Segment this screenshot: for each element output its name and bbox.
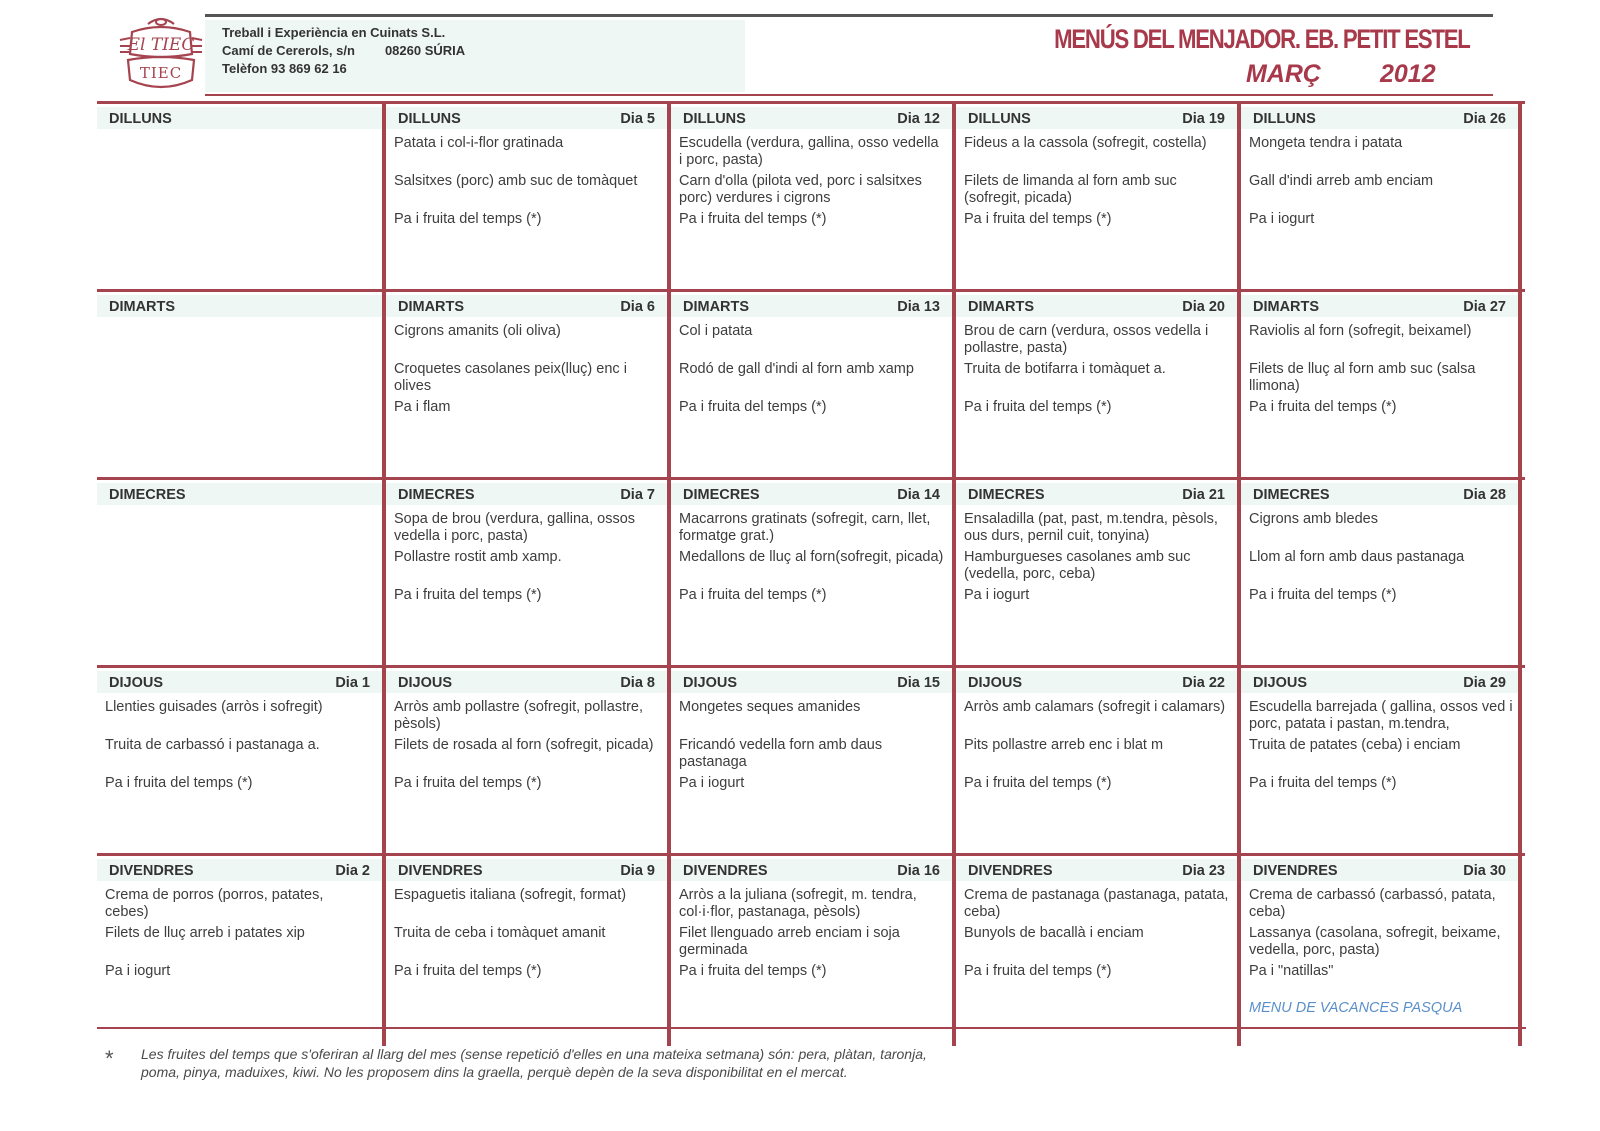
- dessert: Pa i iogurt: [105, 963, 171, 979]
- cell-header: [671, 671, 952, 693]
- dessert: Pa i fruita del temps (*): [1249, 775, 1397, 791]
- cell-header: [956, 671, 1237, 693]
- cell-header: [97, 483, 382, 505]
- week-row-divendres: [97, 853, 1525, 1046]
- dessert: Pa i fruita del temps (*): [1249, 587, 1397, 603]
- first-course: Cigrons amanits (oli oliva): [394, 323, 561, 339]
- first-course: Mongetes seques amanides: [679, 699, 861, 715]
- weekday: DIMECRES: [683, 487, 760, 503]
- cell-header: [671, 107, 952, 129]
- date: Dia 15: [897, 675, 940, 691]
- week-row-dijous: [97, 665, 1525, 853]
- company-phone: Telèfon 93 869 62 16: [222, 61, 347, 76]
- second-course: Truita de patates (ceba) i enciam: [1249, 737, 1461, 753]
- cell-header: [956, 107, 1237, 129]
- date: Dia 22: [1182, 675, 1225, 691]
- dessert: Pa i fruita del temps (*): [679, 399, 827, 415]
- date: Dia 20: [1182, 299, 1225, 315]
- year-label: 2012: [1380, 60, 1436, 88]
- weekday: DIMECRES: [109, 487, 186, 503]
- cell-header: [1241, 295, 1518, 317]
- holiday-menu-note: MENU DE VACANCES PASQUA: [1249, 1000, 1463, 1016]
- dessert: Pa i iogurt: [679, 775, 745, 791]
- weekday: DIJOUS: [1253, 675, 1307, 691]
- dessert: Pa i fruita del temps (*): [394, 587, 542, 603]
- grid-bottom-rule: [97, 1027, 1526, 1029]
- dessert: Pa i fruita del temps (*): [394, 963, 542, 979]
- menu-cell: [952, 480, 1237, 665]
- week-row-dilluns: [97, 101, 1525, 289]
- cell-header: [671, 483, 952, 505]
- date: Dia 27: [1463, 299, 1506, 315]
- menu-cell: [1237, 480, 1522, 665]
- first-course: Arròs amb calamars (sofregit i calamars): [964, 699, 1226, 715]
- menu-cell: [97, 292, 382, 477]
- first-course: Mongeta tendra i patata: [1249, 135, 1403, 151]
- dessert: Pa i "natillas": [1249, 963, 1334, 979]
- menu-cell: [1237, 104, 1522, 289]
- first-course: Crema de pastanaga (pastanaga, patata, ceba): [964, 887, 1229, 920]
- dessert: Pa i fruita del temps (*): [679, 587, 827, 603]
- menu-cell: [667, 292, 952, 477]
- footnote-marker: *: [105, 1046, 114, 1071]
- page-title: MENÚS DEL MENJADOR. EB. PETIT ESTEL: [1054, 24, 1470, 54]
- second-course: Gall d'indi arreb amb enciam: [1249, 173, 1434, 189]
- cell-header: [386, 295, 667, 317]
- menu-cell: [382, 104, 667, 289]
- dessert: Pa i fruita del temps (*): [1249, 399, 1397, 415]
- first-course: Patata i col-i-flor gratinada: [394, 135, 564, 151]
- second-course: Filets de lluç arreb i patates xip: [105, 925, 305, 941]
- first-course: Arròs amb pollastre (sofregit, pollastre, pèsols): [394, 699, 644, 732]
- first-course: Espaguetis italiana (sofregit, format): [394, 887, 627, 903]
- menu-grid: [97, 101, 1525, 1046]
- weekday: DILLUNS: [398, 111, 461, 127]
- header-bottom-rule: [205, 94, 1493, 96]
- weekday: DILLUNS: [968, 111, 1031, 127]
- date: Dia 19: [1182, 111, 1225, 127]
- week-row-dimecres: [97, 477, 1525, 665]
- first-course: Escudella (verdura, gallina, osso vedella i porc, pasta): [679, 135, 939, 168]
- menu-cell: [952, 292, 1237, 477]
- company-name: Treball i Experiència en Cuinats S.L.: [222, 25, 446, 40]
- company-address-line: [205, 42, 745, 60]
- menu-cell: [382, 292, 667, 477]
- second-course: Truita de botifarra i tomàquet a.: [964, 361, 1166, 377]
- menu-cell: [667, 668, 952, 853]
- menu-cell: [1237, 668, 1522, 853]
- menu-cell: [382, 856, 667, 1046]
- cell-header: [1241, 483, 1518, 505]
- header-top-rule: [205, 14, 1493, 17]
- cell-header: [671, 859, 952, 881]
- second-course: Rodó de gall d'indi al forn amb xamp: [679, 361, 914, 377]
- menu-cell: [97, 480, 382, 665]
- company-address: Camí de Cererols, s/n: [222, 43, 355, 58]
- dessert: Pa i fruita del temps (*): [679, 963, 827, 979]
- cell-header: [386, 671, 667, 693]
- cell-header: [386, 859, 667, 881]
- second-course: Lassanya (casolana, sofregit, beixame, vedella, porc, pasta): [1249, 925, 1501, 958]
- dessert: Pa i iogurt: [1249, 211, 1315, 227]
- dessert: Pa i fruita del temps (*): [105, 775, 253, 791]
- dessert: Pa i fruita del temps (*): [964, 211, 1112, 227]
- menu-cell: [1237, 292, 1522, 477]
- dessert: Pa i fruita del temps (*): [964, 775, 1112, 791]
- weekday: DIVENDRES: [1253, 863, 1338, 879]
- menu-cell: [952, 104, 1237, 289]
- weekday: DIMARTS: [1253, 299, 1320, 315]
- first-course: Escudella barrejada ( gallina, ossos ved i porc, patata i pastan, m.tendra,: [1249, 699, 1513, 732]
- second-course: Filets de rosada al forn (sofregit, picada): [394, 737, 654, 753]
- weekday: DIMARTS: [109, 299, 176, 315]
- second-course: Pollastre rostit amb xamp.: [394, 549, 562, 565]
- first-course: Crema de porros (porros, patates, cebes): [105, 887, 324, 920]
- weekday: DIMARTS: [968, 299, 1035, 315]
- weekday: DIJOUS: [683, 675, 737, 691]
- first-course: Col i patata: [679, 323, 753, 339]
- weekday: DIJOUS: [109, 675, 163, 691]
- date: Dia 21: [1182, 487, 1225, 503]
- cell-header: [97, 671, 382, 693]
- date: Dia 13: [897, 299, 940, 315]
- menu-cell: [97, 104, 382, 289]
- cell-header: [97, 295, 382, 317]
- menu-cell: [667, 104, 952, 289]
- dessert: Pa i fruita del temps (*): [394, 775, 542, 791]
- second-course: Salsitxes (porc) amb suc de tomàquet: [394, 173, 638, 189]
- date: Dia 9: [620, 863, 655, 879]
- weekday: DIJOUS: [398, 675, 452, 691]
- date: Dia 12: [897, 111, 940, 127]
- second-course: Bunyols de bacallà i enciam: [964, 925, 1144, 941]
- second-course: Truita de ceba i tomàquet amanit: [394, 925, 606, 941]
- second-course: Filets de lluç al forn amb suc (salsa llimona): [1249, 361, 1476, 394]
- cell-header: [956, 295, 1237, 317]
- dessert: Pa i fruita del temps (*): [964, 963, 1112, 979]
- weekday: DILLUNS: [1253, 111, 1316, 127]
- date: Dia 6: [620, 299, 655, 315]
- second-course: Fricandó vedella forn amb daus pastanaga: [679, 737, 883, 770]
- weekday: DIMARTS: [398, 299, 465, 315]
- second-course: Llom al forn amb daus pastanaga: [1249, 549, 1465, 565]
- dessert: Pa i fruita del temps (*): [964, 399, 1112, 415]
- dessert: Pa i fruita del temps (*): [679, 211, 827, 227]
- second-course: Filet llenguado arreb enciam i soja germinada: [679, 925, 900, 958]
- first-course: Crema de carbassó (carbassó, patata, ceba): [1249, 887, 1496, 920]
- first-course: Brou de carn (verdura, ossos vedella i pollastre, pasta): [964, 323, 1209, 356]
- dessert: Pa i fruita del temps (*): [394, 211, 542, 227]
- dessert: Pa i flam: [394, 399, 451, 415]
- date: Dia 5: [620, 111, 655, 127]
- date: Dia 26: [1463, 111, 1506, 127]
- date: Dia 14: [897, 487, 940, 503]
- first-course: Cigrons amb bledes: [1249, 511, 1378, 527]
- cell-header: [1241, 671, 1518, 693]
- menu-cell: [667, 480, 952, 665]
- cell-header: [386, 483, 667, 505]
- date: Dia 1: [335, 675, 370, 691]
- cell-header: [97, 859, 382, 881]
- second-course: Filets de limanda al forn amb suc (sofregit, picada): [964, 173, 1177, 206]
- second-course: Truita de carbassó i pastanaga a.: [105, 737, 320, 753]
- cell-header: [97, 107, 382, 129]
- menu-cell: [952, 856, 1237, 1046]
- cell-header: [1241, 107, 1518, 129]
- company-info: [205, 20, 745, 92]
- second-course: Pits pollastre arreb enc i blat m: [964, 737, 1164, 753]
- weekday: DIVENDRES: [109, 863, 194, 879]
- weekday: DIVENDRES: [968, 863, 1053, 879]
- second-course: Medallons de lluç al forn(sofregit, picada): [679, 549, 944, 565]
- first-course: Sopa de brou (verdura, gallina, ossos vedella i porc, pasta): [394, 511, 636, 544]
- weekday: DIVENDRES: [683, 863, 768, 879]
- cell-header: [671, 295, 952, 317]
- menu-cell: [382, 668, 667, 853]
- date: Dia 30: [1463, 863, 1506, 879]
- weekday: DIJOUS: [968, 675, 1022, 691]
- second-course: Carn d'olla (pilota ved, porc i salsitxes porc) verdures i cigrons: [679, 173, 922, 206]
- date: Dia 28: [1463, 487, 1506, 503]
- dessert: Pa i iogurt: [964, 587, 1030, 603]
- svg-text:TIEC: TIEC: [139, 64, 183, 82]
- first-course: Macarrons gratinats (sofregit, carn, llet, formatge grat.): [679, 511, 931, 544]
- date: Dia 16: [897, 863, 940, 879]
- company-postcode-city: 08260 SÚRIA: [384, 43, 466, 58]
- menu-cell: [667, 856, 952, 1046]
- month-label: MARÇ: [1246, 60, 1321, 88]
- first-course: Arròs a la juliana (sofregit, m. tendra, col·i·flor, pastanaga, pèsols): [679, 887, 917, 920]
- cell-header: [386, 107, 667, 129]
- weekday: DILLUNS: [683, 111, 746, 127]
- second-course: Croquetes casolanes peix(lluç) enc i olives: [394, 361, 627, 394]
- date: Dia 8: [620, 675, 655, 691]
- footnote-text: Les fruites del temps que s'oferiran al llarg del mes (sense repetició d'elles en una mateixa setmana) són: pera, plàtan, taronja, poma, pinya, maduixes, kiwi. No les proposem dins la graella, perquè depèn de la seva disponibilitat en el mercat.: [141, 1046, 927, 1080]
- second-course: Hamburgueses casolanes amb suc (vedella, porc, ceba): [964, 549, 1191, 582]
- weekday: DIMECRES: [1253, 487, 1330, 503]
- weekday: DIMECRES: [968, 487, 1045, 503]
- date: Dia 29: [1463, 675, 1506, 691]
- weekday: DIMECRES: [398, 487, 475, 503]
- cell-header: [956, 483, 1237, 505]
- menu-cell: [1237, 856, 1522, 1046]
- logo-text-el: El TIEC: [127, 35, 195, 55]
- cell-header: [1241, 859, 1518, 881]
- first-course: Ensaladilla (pat, past, m.tendra, pèsols, ous durs, pernil cuit, tonyina): [964, 511, 1218, 544]
- date: Dia 2: [335, 863, 370, 879]
- company-logo: [118, 14, 204, 96]
- menu-cell: [382, 480, 667, 665]
- cell-header: [956, 859, 1237, 881]
- week-row-dimarts: [97, 289, 1525, 477]
- first-course: Fideus a la cassola (sofregit, costella): [964, 135, 1207, 151]
- first-course: Llenties guisades (arròs i sofregit): [105, 699, 323, 715]
- menu-cell: [952, 668, 1237, 853]
- weekday: DIVENDRES: [398, 863, 483, 879]
- page-header: [0, 0, 1600, 100]
- weekday: DILLUNS: [109, 111, 172, 127]
- menu-cell: [97, 856, 382, 1046]
- date: Dia 7: [620, 487, 655, 503]
- first-course: Raviolis al forn (sofregit, beixamel): [1249, 323, 1472, 339]
- menu-cell: [97, 668, 382, 853]
- date: Dia 23: [1182, 863, 1225, 879]
- weekday: DIMARTS: [683, 299, 750, 315]
